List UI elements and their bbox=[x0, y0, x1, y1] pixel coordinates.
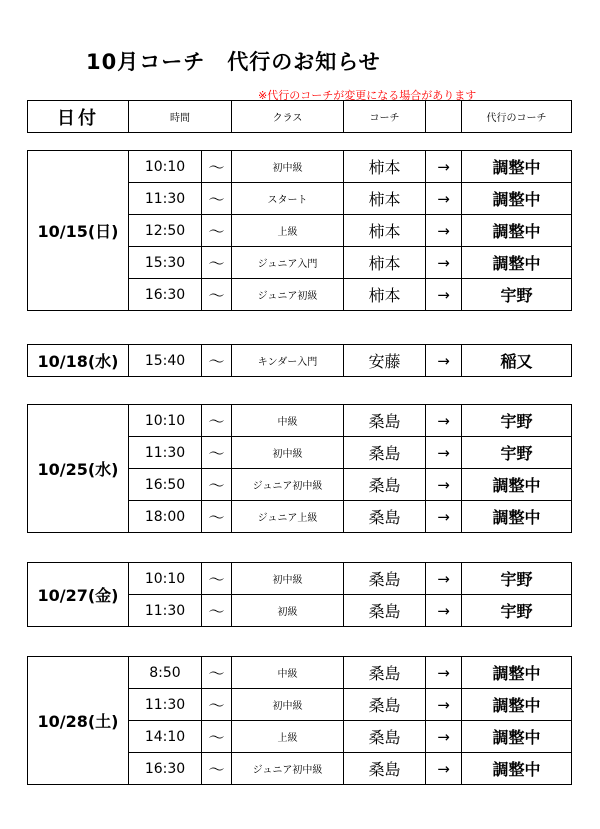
schedule-group-1028 bbox=[27, 656, 572, 785]
group-date: 10/25(水) bbox=[28, 405, 129, 533]
class-cell: 初中級 bbox=[232, 151, 344, 183]
arrow-icon: → bbox=[426, 721, 462, 753]
class-cell: キンダー入門 bbox=[232, 345, 344, 377]
substitute-cell: 調整中 bbox=[462, 469, 572, 501]
time-cell: 16:30 bbox=[129, 753, 202, 785]
time-cell: 16:50 bbox=[129, 469, 202, 501]
coach-cell: 柿本 bbox=[344, 183, 426, 215]
coach-cell: 桑島 bbox=[344, 721, 426, 753]
coach-cell: 桑島 bbox=[344, 689, 426, 721]
time-cell: 15:30 bbox=[129, 247, 202, 279]
arrow-icon: → bbox=[426, 345, 462, 377]
coach-cell: 桑島 bbox=[344, 595, 426, 627]
substitute-cell: 宇野 bbox=[462, 563, 572, 595]
substitute-cell: 宇野 bbox=[462, 595, 572, 627]
arrow-icon: → bbox=[426, 563, 462, 595]
group-date: 10/28(土) bbox=[28, 657, 129, 785]
arrow-icon: → bbox=[426, 279, 462, 311]
class-cell: 初級 bbox=[232, 595, 344, 627]
header-coach: コーチ bbox=[344, 101, 426, 133]
arrow-icon: → bbox=[426, 469, 462, 501]
substitute-cell: 宇野 bbox=[462, 437, 572, 469]
class-cell: 中級 bbox=[232, 405, 344, 437]
tilde-symbol: 〜 bbox=[202, 405, 232, 437]
class-cell: ジュニア上級 bbox=[232, 501, 344, 533]
substitute-cell: 調整中 bbox=[462, 721, 572, 753]
tilde-symbol: 〜 bbox=[202, 595, 232, 627]
substitute-cell: 稲又 bbox=[462, 345, 572, 377]
schedule-group-1018 bbox=[27, 344, 572, 377]
arrow-icon: → bbox=[426, 215, 462, 247]
tilde-symbol: 〜 bbox=[202, 563, 232, 595]
arrow-icon: → bbox=[426, 595, 462, 627]
coach-cell: 桑島 bbox=[344, 563, 426, 595]
arrow-icon: → bbox=[426, 405, 462, 437]
schedule-group-1015 bbox=[27, 150, 572, 311]
table-row bbox=[28, 151, 572, 183]
arrow-icon: → bbox=[426, 657, 462, 689]
tilde-symbol: 〜 bbox=[202, 657, 232, 689]
substitute-cell: 調整中 bbox=[462, 501, 572, 533]
class-cell: スタート bbox=[232, 183, 344, 215]
substitute-cell: 宇野 bbox=[462, 405, 572, 437]
class-cell: ジュニア初中級 bbox=[232, 469, 344, 501]
time-cell: 14:10 bbox=[129, 721, 202, 753]
coach-cell: 桑島 bbox=[344, 501, 426, 533]
coach-cell: 安藤 bbox=[344, 345, 426, 377]
coach-cell: 桑島 bbox=[344, 657, 426, 689]
class-cell: 初中級 bbox=[232, 437, 344, 469]
substitute-cell: 調整中 bbox=[462, 151, 572, 183]
class-cell: ジュニア初級 bbox=[232, 279, 344, 311]
tilde-symbol: 〜 bbox=[202, 279, 232, 311]
arrow-icon: → bbox=[426, 183, 462, 215]
arrow-icon: → bbox=[426, 247, 462, 279]
substitute-cell: 調整中 bbox=[462, 247, 572, 279]
schedule-group-1027 bbox=[27, 562, 572, 627]
substitute-cell: 調整中 bbox=[462, 183, 572, 215]
substitute-cell: 調整中 bbox=[462, 215, 572, 247]
time-cell: 11:30 bbox=[129, 689, 202, 721]
tilde-symbol: 〜 bbox=[202, 345, 232, 377]
class-cell: 中級 bbox=[232, 657, 344, 689]
group-date: 10/15(日) bbox=[28, 151, 129, 311]
tilde-symbol: 〜 bbox=[202, 721, 232, 753]
arrow-icon: → bbox=[426, 753, 462, 785]
tilde-symbol: 〜 bbox=[202, 501, 232, 533]
header-date: 日付 bbox=[28, 101, 129, 133]
time-cell: 10:10 bbox=[129, 405, 202, 437]
header-class: クラス bbox=[232, 101, 344, 133]
table-row bbox=[28, 563, 572, 595]
class-cell: ジュニア入門 bbox=[232, 247, 344, 279]
tilde-symbol: 〜 bbox=[202, 753, 232, 785]
header-time: 時間 bbox=[129, 101, 232, 133]
time-cell: 11:30 bbox=[129, 595, 202, 627]
tilde-symbol: 〜 bbox=[202, 151, 232, 183]
substitute-cell: 調整中 bbox=[462, 689, 572, 721]
change-notice: ※代行のコーチが変更になる場合があります bbox=[258, 89, 477, 102]
time-cell: 12:50 bbox=[129, 215, 202, 247]
schedule-group-1025 bbox=[27, 404, 572, 533]
arrow-icon: → bbox=[426, 437, 462, 469]
time-cell: 10:10 bbox=[129, 563, 202, 595]
arrow-icon: → bbox=[426, 501, 462, 533]
time-cell: 16:30 bbox=[129, 279, 202, 311]
coach-cell: 桑島 bbox=[344, 469, 426, 501]
coach-cell: 柿本 bbox=[344, 247, 426, 279]
group-date: 10/18(水) bbox=[28, 345, 129, 377]
header-row bbox=[28, 101, 572, 133]
table-row bbox=[28, 345, 572, 377]
arrow-icon: → bbox=[426, 151, 462, 183]
time-cell: 11:30 bbox=[129, 183, 202, 215]
group-date: 10/27(金) bbox=[28, 563, 129, 627]
header-table bbox=[27, 100, 572, 133]
arrow-icon: → bbox=[426, 689, 462, 721]
time-cell: 10:10 bbox=[129, 151, 202, 183]
coach-cell: 柿本 bbox=[344, 151, 426, 183]
tilde-symbol: 〜 bbox=[202, 183, 232, 215]
substitute-cell: 調整中 bbox=[462, 657, 572, 689]
class-cell: 上級 bbox=[232, 215, 344, 247]
time-cell: 8:50 bbox=[129, 657, 202, 689]
coach-cell: 柿本 bbox=[344, 215, 426, 247]
time-cell: 18:00 bbox=[129, 501, 202, 533]
coach-cell: 桑島 bbox=[344, 753, 426, 785]
substitute-cell: 調整中 bbox=[462, 753, 572, 785]
header-arrow bbox=[426, 101, 462, 133]
tilde-symbol: 〜 bbox=[202, 437, 232, 469]
substitute-cell: 宇野 bbox=[462, 279, 572, 311]
tilde-symbol: 〜 bbox=[202, 469, 232, 501]
class-cell: ジュニア初中級 bbox=[232, 753, 344, 785]
time-cell: 11:30 bbox=[129, 437, 202, 469]
tilde-symbol: 〜 bbox=[202, 247, 232, 279]
coach-cell: 桑島 bbox=[344, 405, 426, 437]
class-cell: 上級 bbox=[232, 721, 344, 753]
header-substitute-coach: 代行のコーチ bbox=[462, 101, 572, 133]
page-title: 10月コーチ 代行のお知らせ bbox=[86, 50, 381, 74]
coach-cell: 桑島 bbox=[344, 437, 426, 469]
time-cell: 15:40 bbox=[129, 345, 202, 377]
class-cell: 初中級 bbox=[232, 689, 344, 721]
class-cell: 初中級 bbox=[232, 563, 344, 595]
coach-cell: 柿本 bbox=[344, 279, 426, 311]
tilde-symbol: 〜 bbox=[202, 215, 232, 247]
table-row bbox=[28, 405, 572, 437]
table-row bbox=[28, 657, 572, 689]
tilde-symbol: 〜 bbox=[202, 689, 232, 721]
